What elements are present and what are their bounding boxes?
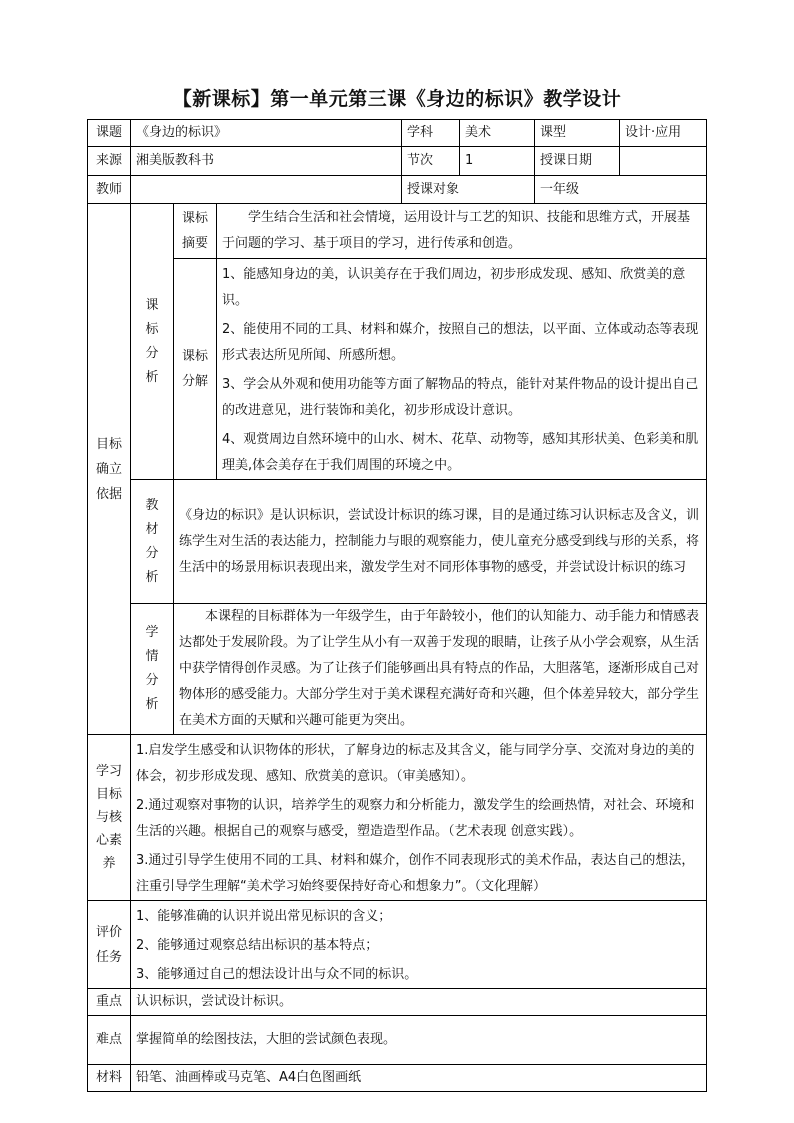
period-value: 1 [460, 147, 535, 176]
key-point-label: 重点 [88, 989, 131, 1016]
date-label: 授课日期 [535, 147, 620, 176]
evaluation-item: 1、能够准确的认识并说出常见标识的含义； [136, 909, 392, 924]
breakdown-item: 1、能感知身边的美，认识美存在于我们周边，初步形成发现、感知、欣赏美的意识。 [222, 267, 686, 308]
curriculum-summary-label: 课标摘要 [174, 204, 217, 259]
curriculum-breakdown-list [217, 259, 707, 480]
subject-label: 学科 [402, 120, 460, 147]
materials-text: 铅笔、油画棒或马克笔、A4白色图画纸 [131, 1065, 707, 1092]
row-teacher [88, 176, 707, 204]
evaluation-label: 评价任务 [88, 901, 131, 989]
type-label: 课型 [535, 120, 620, 147]
evaluation-item: 3、能够通过自己的想法设计出与众不同的标识。 [136, 967, 418, 982]
key-point-text: 认识标识，尝试设计标识。 [131, 989, 707, 1016]
row-course [88, 120, 707, 147]
goal-item: 1.启发学生感受和认识物体的形状，了解身边的标志及其含义，能与同学分享、交流对身边的美的体会，初步形成发现、感知、欣赏美的意识。（审美感知）。 [136, 743, 695, 784]
goal-item: 3.通过引导学生使用不同的工具、材料和媒介，创作不同表现形式的美术作品，表达自己的想法，注重引导学生理解“美术学习始终要保持好奇心和想象力”。（文化理解） [136, 853, 695, 894]
row-goals [88, 735, 707, 901]
source-value: 湘美版教科书 [131, 147, 402, 176]
audience-label: 授课对象 [402, 176, 535, 204]
teacher-value [131, 176, 402, 204]
curriculum-summary-text: 学生结合生活和社会情境，运用设计与工艺的知识、技能和思维方式，开展基于问题的学习、基于项目的学习，进行传承和创造。 [217, 204, 707, 259]
difficulty-text: 掌握简单的绘图技法，大胆的尝试颜色表现。 [131, 1016, 707, 1065]
evaluation-item: 2、能够通过观察总结出标识的基本特点； [136, 938, 379, 953]
row-curriculum-summary [88, 204, 707, 259]
row-learner [88, 604, 707, 735]
row-key-point [88, 989, 707, 1016]
curriculum-breakdown-label: 课标分解 [174, 259, 217, 480]
evaluation-list [131, 901, 707, 989]
goals-label: 学习目标与核心素养 [88, 735, 131, 901]
row-source [88, 147, 707, 176]
document-title: 【新课标】第一单元第三课《身边的标识》教学设计 [172, 88, 622, 110]
teacher-label: 教师 [88, 176, 131, 204]
period-label: 节次 [402, 147, 460, 176]
learner-analysis-text: 本课程的目标群体为一年级学生，由于年龄较小，他们的认知能力、动手能力和情感表达都处于发展阶段。为了让学生从小有一双善于发现的眼睛，让孩子从小学会观察，从生活中获学情得创作灵感。为了让孩子们能够画出具有特点的作品，大胆落笔，逐渐形成自己对物体形的感受能力。大部分学生对于美术课程充满好奇和兴趣，但个体差异较大，部分学生在美术方面的天赋和兴趣可能更为突出。 [174, 604, 707, 735]
row-curriculum-breakdown [88, 259, 707, 480]
course-value: 《身边的标识》 [131, 120, 402, 147]
goal-item: 2.通过观察对事物的认识，培养学生的观察力和分析能力，激发学生的绘画热情，对社会、环境和生活的兴趣。根据自己的观察与感受，塑造造型作品。（艺术表现 创意实践）。 [136, 798, 695, 839]
source-label: 来源 [88, 147, 131, 176]
course-label: 课题 [88, 120, 131, 147]
breakdown-item: 2、能使用不同的工具、材料和媒介，按照自己的想法，以平面、立体或动态等表现形式表达所见所闻、所感所想。 [222, 322, 699, 363]
textbook-analysis-label: 教材分析 [131, 480, 174, 604]
curriculum-analysis-label: 课标分析 [131, 204, 174, 480]
row-evaluation [88, 901, 707, 989]
audience-value: 一年级 [535, 176, 707, 204]
difficulty-label: 难点 [88, 1016, 131, 1065]
breakdown-item: 3、学会从外观和使用功能等方面了解物品的特点，能针对某件物品的设计提出自己的改进意见，进行装饰和美化，初步形成设计意识。 [222, 377, 699, 418]
textbook-analysis-text: 《身边的标识》是认识标识，尝试设计标识的练习课，目的是通过练习认识标志及含义，训练学生对生活的表达能力，控制能力与眼的观察能力，使儿童充分感受到线与形的关系，将生活中的场景用标识表现出来，激发学生对不同形体事物的感受，并尝试设计标识的练习 [174, 480, 707, 604]
row-materials [88, 1065, 707, 1092]
materials-label: 材料 [88, 1065, 131, 1092]
row-textbook [88, 480, 707, 604]
row-difficulty [88, 1016, 707, 1065]
breakdown-item: 4、观赏周边自然环境中的山水、树木、花草、动物等，感知其形状美、色彩美和肌理美,体会美存在于我们周围的环境之中。 [222, 432, 699, 473]
lesson-plan-table [87, 119, 707, 1092]
subject-value: 美术 [460, 120, 535, 147]
learner-analysis-label: 学情分析 [131, 604, 174, 735]
date-value [620, 147, 707, 176]
goals-list [131, 735, 707, 901]
type-value: 设计·应用 [620, 120, 707, 147]
basis-label: 目标确立依据 [88, 204, 131, 735]
